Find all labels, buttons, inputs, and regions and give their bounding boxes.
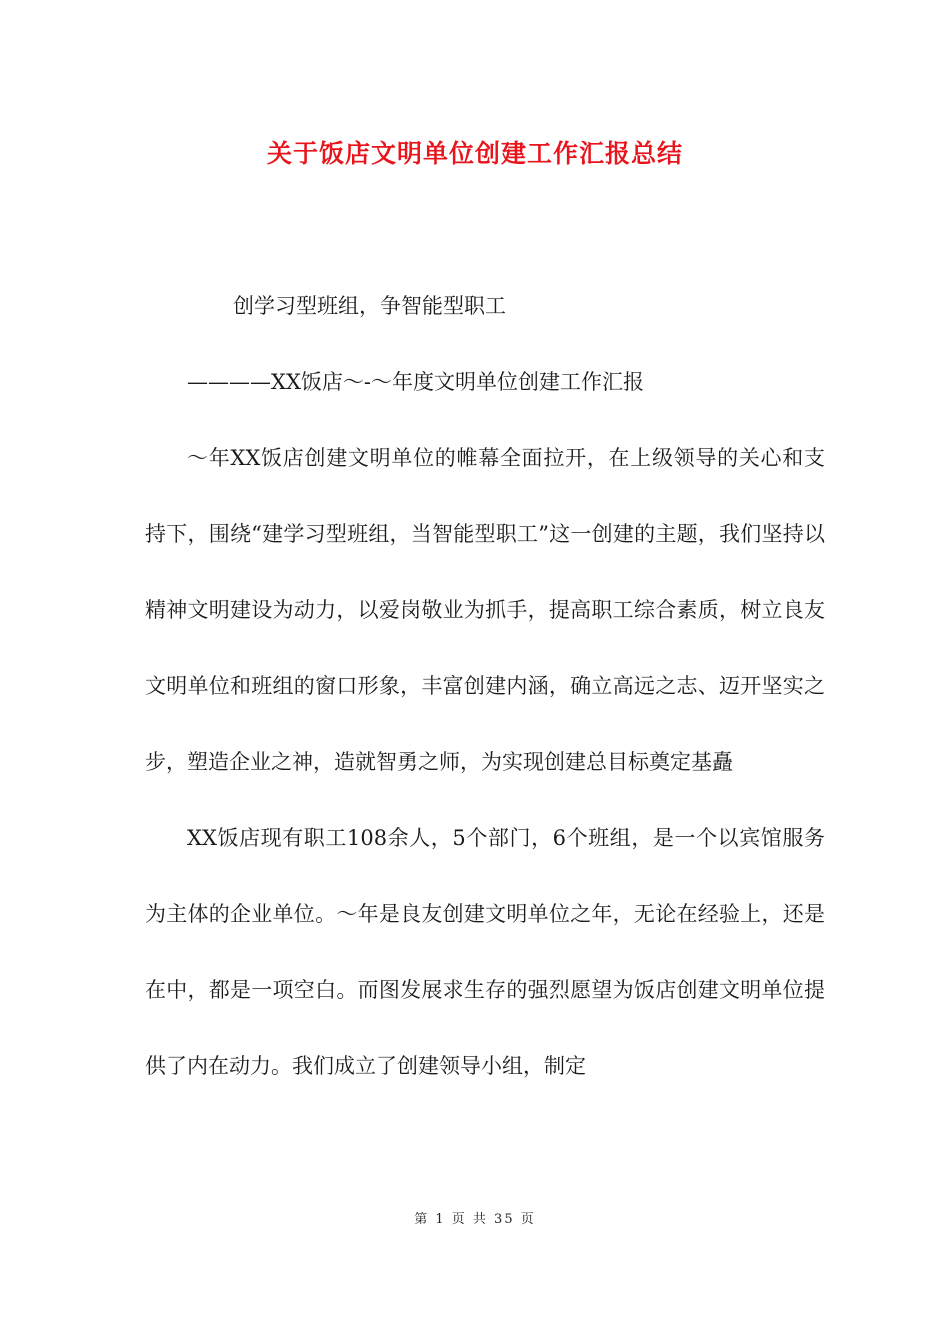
report-heading-line: ————XX饭店～-～年度文明单位创建工作汇报 [187, 370, 644, 394]
subtitle-line: 创学习型班组，争智能型职工 [233, 294, 506, 318]
body-paragraph: XX饭店现有职工108余人，5个部门，6个班组，是一个以宾馆服务为主体的企业单位。～年是良友创建文明单位之年，无论在经验上，还是在中，都是一项空白。而图发展求生存的强烈愿望为饭店创建文明单位提供了内在动力。我们成立了创建领导小组，制定 [145, 826, 825, 1078]
document-title: 关于饭店文明单位创建工作汇报总结 [266, 139, 683, 168]
page-number-footer: 第 1 页 共 35 页 [414, 1212, 536, 1227]
body-paragraph: ～年XX饭店创建文明单位的帷幕全面拉开，在上级领导的关心和支持下，围绕“建学习型班组，当智能型职工”这一创建的主题，我们坚持以精神文明建设为动力，以爱岗敬业为抓手，提高职工综合素质，树立良友文明单位和班组的窗口形象，丰富创建内涵，确立高远之志、迈开坚实之步，塑造企业之神，造就智勇之师，为实现创建总目标奠定基矗 [145, 446, 825, 774]
document-body [145, 268, 825, 1104]
